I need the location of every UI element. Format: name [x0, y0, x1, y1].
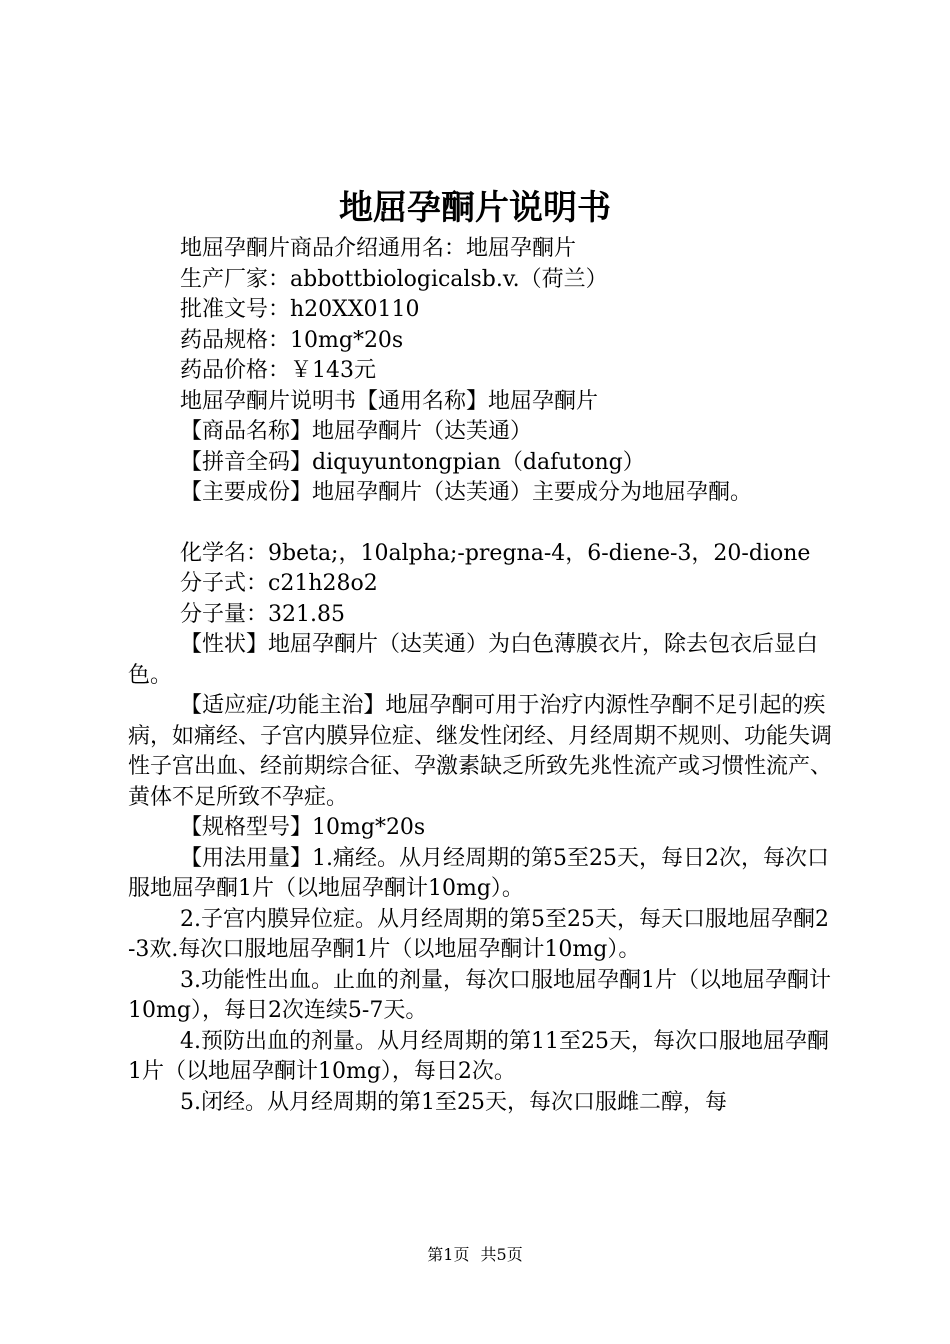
paragraph-appearance: 【性状】地屈孕酮片（达芙通）为白色薄膜衣片，除去包衣后显白色。: [128, 632, 819, 688]
paragraph-molecular-weight: 分子量：321.85: [180, 601, 345, 627]
paragraph-manufacturer: 生产厂家：abbottbiologicalsb.v.（荷兰）: [180, 266, 608, 292]
paragraph-generic-name: 地屈孕酮片商品介绍通用名：地屈孕酮片: [180, 236, 577, 261]
paragraph-common-name: 地屈孕酮片说明书【通用名称】地屈孕酮片: [180, 388, 599, 414]
paragraph-ingredients: 【主要成份】地屈孕酮片（达芙通）主要成分为地屈孕酮。: [180, 480, 753, 505]
paragraph-indications: 【适应症/功能主治】地屈孕酮可用于治疗内源性孕酮不足引起的疾病，如痛经、子宫内膜异位症、继发性闭经、月经周期不规则、功能失调性子宫出血、经前期综合征、孕激素缺乏所致先兆性流产或习惯性流产、黄体不足所致不孕症。: [128, 693, 833, 810]
paragraph-chemical-name: 化学名：9beta;，10alpha;-pregna-4，6-diene-3，20-dione: [180, 540, 811, 566]
paragraph-trade-name: 【商品名称】地屈孕酮片（达芙通）: [180, 419, 533, 444]
paragraph-price: 药品价格：￥143元: [180, 358, 376, 383]
paragraph-molecular-formula: 分子式：c21h28o2: [180, 571, 378, 596]
paragraph-model: 【规格型号】10mg*20s: [180, 815, 426, 840]
paragraph-pinyin: 【拼音全码】diquyuntongpian（dafutong）: [180, 449, 645, 475]
page-total: 共5页: [480, 1245, 523, 1264]
paragraph-dosage-2: 2.子宫内膜异位症。从月经周期的第5至25天，每天口服地屈孕酮2-3欢.每次口服地屈孕酮1片（以地屈孕酮计10mg）。: [128, 906, 829, 962]
paragraph-dosage-5: 5.闭经。从月经周期的第1至25天，每次口服雌二醇，每: [180, 1089, 727, 1115]
page-title: 地屈孕酮片说明书: [339, 188, 611, 228]
page-footer: [0, 1244, 950, 1266]
paragraph-dosage-1: 【用法用量】1.痛经。从月经周期的第5至25天，每日2次，每次口服地屈孕酮1片（以地屈孕酮计10mg）。: [128, 845, 829, 901]
paragraph-dosage-4: 4.预防出血的剂量。从月经周期的第11至25天，每次口服地屈孕酮1片（以地屈孕酮计10mg），每日2次。: [128, 1028, 829, 1084]
paragraph-approval-number: 批准文号：h20XX0110: [180, 297, 420, 322]
paragraph-specification: 药品规格：10mg*20s: [180, 327, 404, 353]
paragraph-gap: [128, 509, 834, 539]
document-body: [128, 234, 834, 1118]
page-number: 第1页: [427, 1245, 470, 1264]
paragraph-dosage-3: 3.功能性出血。止血的剂量，每次口服地屈孕酮1片（以地屈孕酮计10mg），每日2次连续5-7天。: [128, 967, 831, 1023]
